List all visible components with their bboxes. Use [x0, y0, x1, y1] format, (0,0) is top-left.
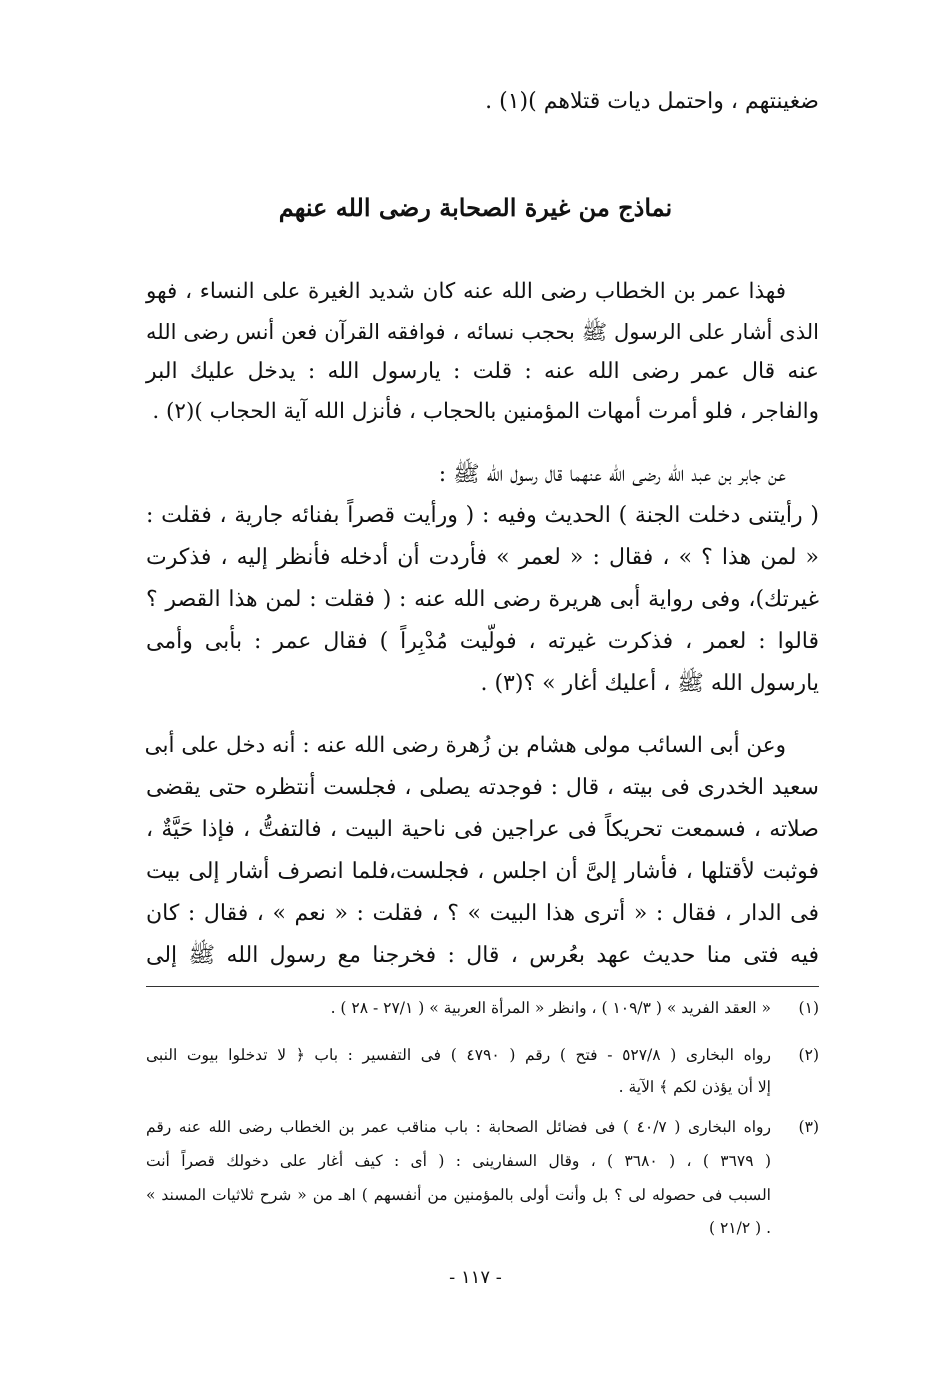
paragraph-line: قالوا : لعمر ، فذكرت غيرته ، فولّيت مُدْبِراً ) فقال عمر : بأبى وأمى [146, 629, 819, 654]
paragraph-line: وعن أبى السائب مولى هشام بن زُهرة رضى الله عنه : أنه دخل على أبى [144, 733, 786, 758]
footnote-line: رواه البخارى ( ٤٠/٧ ) فى فضائل الصحابة : باب مناقب عمر بن الخطاب رضى الله عنه رقم [146, 1118, 772, 1136]
paragraph-line: الذى أشار على الرسول ﷺ بحجب نسائه ، فوافقه القرآن فعن أنس رضى الله [146, 320, 819, 344]
footnote-line: . ( ٢١/٢ ) [708, 1219, 771, 1237]
footnote-number: (٢) [798, 1046, 819, 1064]
paragraph-line: فى الدار ، فقال : « أترى هذا البيت » ؟ ، فقلت : « نعم » ، فقال : كان [146, 901, 819, 926]
footnote-number: (١) [798, 999, 819, 1017]
paragraph-line: يارسول الله ﷺ ، أعليك أغار » ؟(٣) . [480, 671, 819, 696]
paragraph-line: « لمن هذا ؟ » ، فقال : « لعمر » فأردت أن أدخله فأنظر إليه ، فذكرت [146, 545, 819, 570]
footnote-line: « العقد الفريد » ( ١٠٩/٣ ) ، وانظر « المرأة العربية » ( ٢٧/١ - ٢٨ ) . [330, 999, 771, 1017]
paragraph-line: فهذا عمر بن الخطاب رضى الله عنه كان شديد الغيرة على النساء ، فهو [146, 279, 786, 304]
footnote-line: ( ٣٦٧٩ ) ، ( ٣٦٨٠ ) ، وقال السفارينى : ( أى : كيف أغار على دخولك قصراً أنت [146, 1152, 771, 1170]
footnote-number: (٣) [798, 1118, 819, 1136]
paragraph-line: فيه فتى منا حديث عهد بعُرس ، قال : فخرجنا مع رسول الله ﷺ إلى [146, 943, 819, 968]
footnote-divider [146, 986, 819, 987]
paragraph-line: والفاجر ، فلو أمرت أمهات المؤمنين بالحجاب ، فأنزل الله آية الحجاب )(٢) . [152, 399, 819, 424]
paragraph-line: سعيد الخدرى فى بيته ، قال : فوجدته يصلى ، فجلست أنتظره حتى يقضى [146, 775, 819, 800]
paragraph-line: عنه قال عمر رضى الله عنه : قلت : يارسول الله : يدخل عليك البر [146, 359, 819, 384]
section-heading: نماذج من غيرة الصحابة رضى الله عنهم [278, 193, 673, 222]
page-number: - ١١٧ - [449, 1267, 502, 1288]
footnote-line: رواه البخارى ( ٥٢٧/٨ - فتح ) رقم ( ٤٧٩٠ ) فى التفسير : باب ﴿ لا تدخلوا بيوت النبى [146, 1046, 771, 1064]
paragraph-line: غيرتك)، وفى رواية أبى هريرة رضى الله عنه : ( فقلت : لمن هذا القصر ؟ [146, 587, 819, 612]
paragraph-line: فوثبت لأقتلها ، فأشار إلىَّ أن اجلس ، فجلست،فلما انصرف أشار إلى بيت [146, 859, 819, 884]
footnote-line: السبب فى حصوله لى ؟ بل وأنت أولى بالمؤمنين من أنفسهم ) اهـ من « شرح ثلاثيات المسند » [146, 1186, 771, 1204]
footnote-line: إلا أن يؤذن لكم ﴾ الآية . [618, 1078, 771, 1096]
paragraph-line: عن جابر بن عبد الله رضى الله عنهما قال رسول الله ﷺ : [438, 462, 786, 487]
paragraph-line: ( رأيتنى دخلت الجنة ) الحديث وفيه : ( ورأيت قصراً بفنائه جارية ، فقلت : [146, 503, 819, 528]
paragraph-line: صلاته ، فسمعت تحريكاً فى عراجين فى ناحية البيت ، فالتفتُّ ، فإذا حَيَّةٌ ، [146, 817, 819, 842]
continuation-line: ضغينتهم ، واحتمل ديات قتلاهم )(١) . [485, 89, 819, 114]
